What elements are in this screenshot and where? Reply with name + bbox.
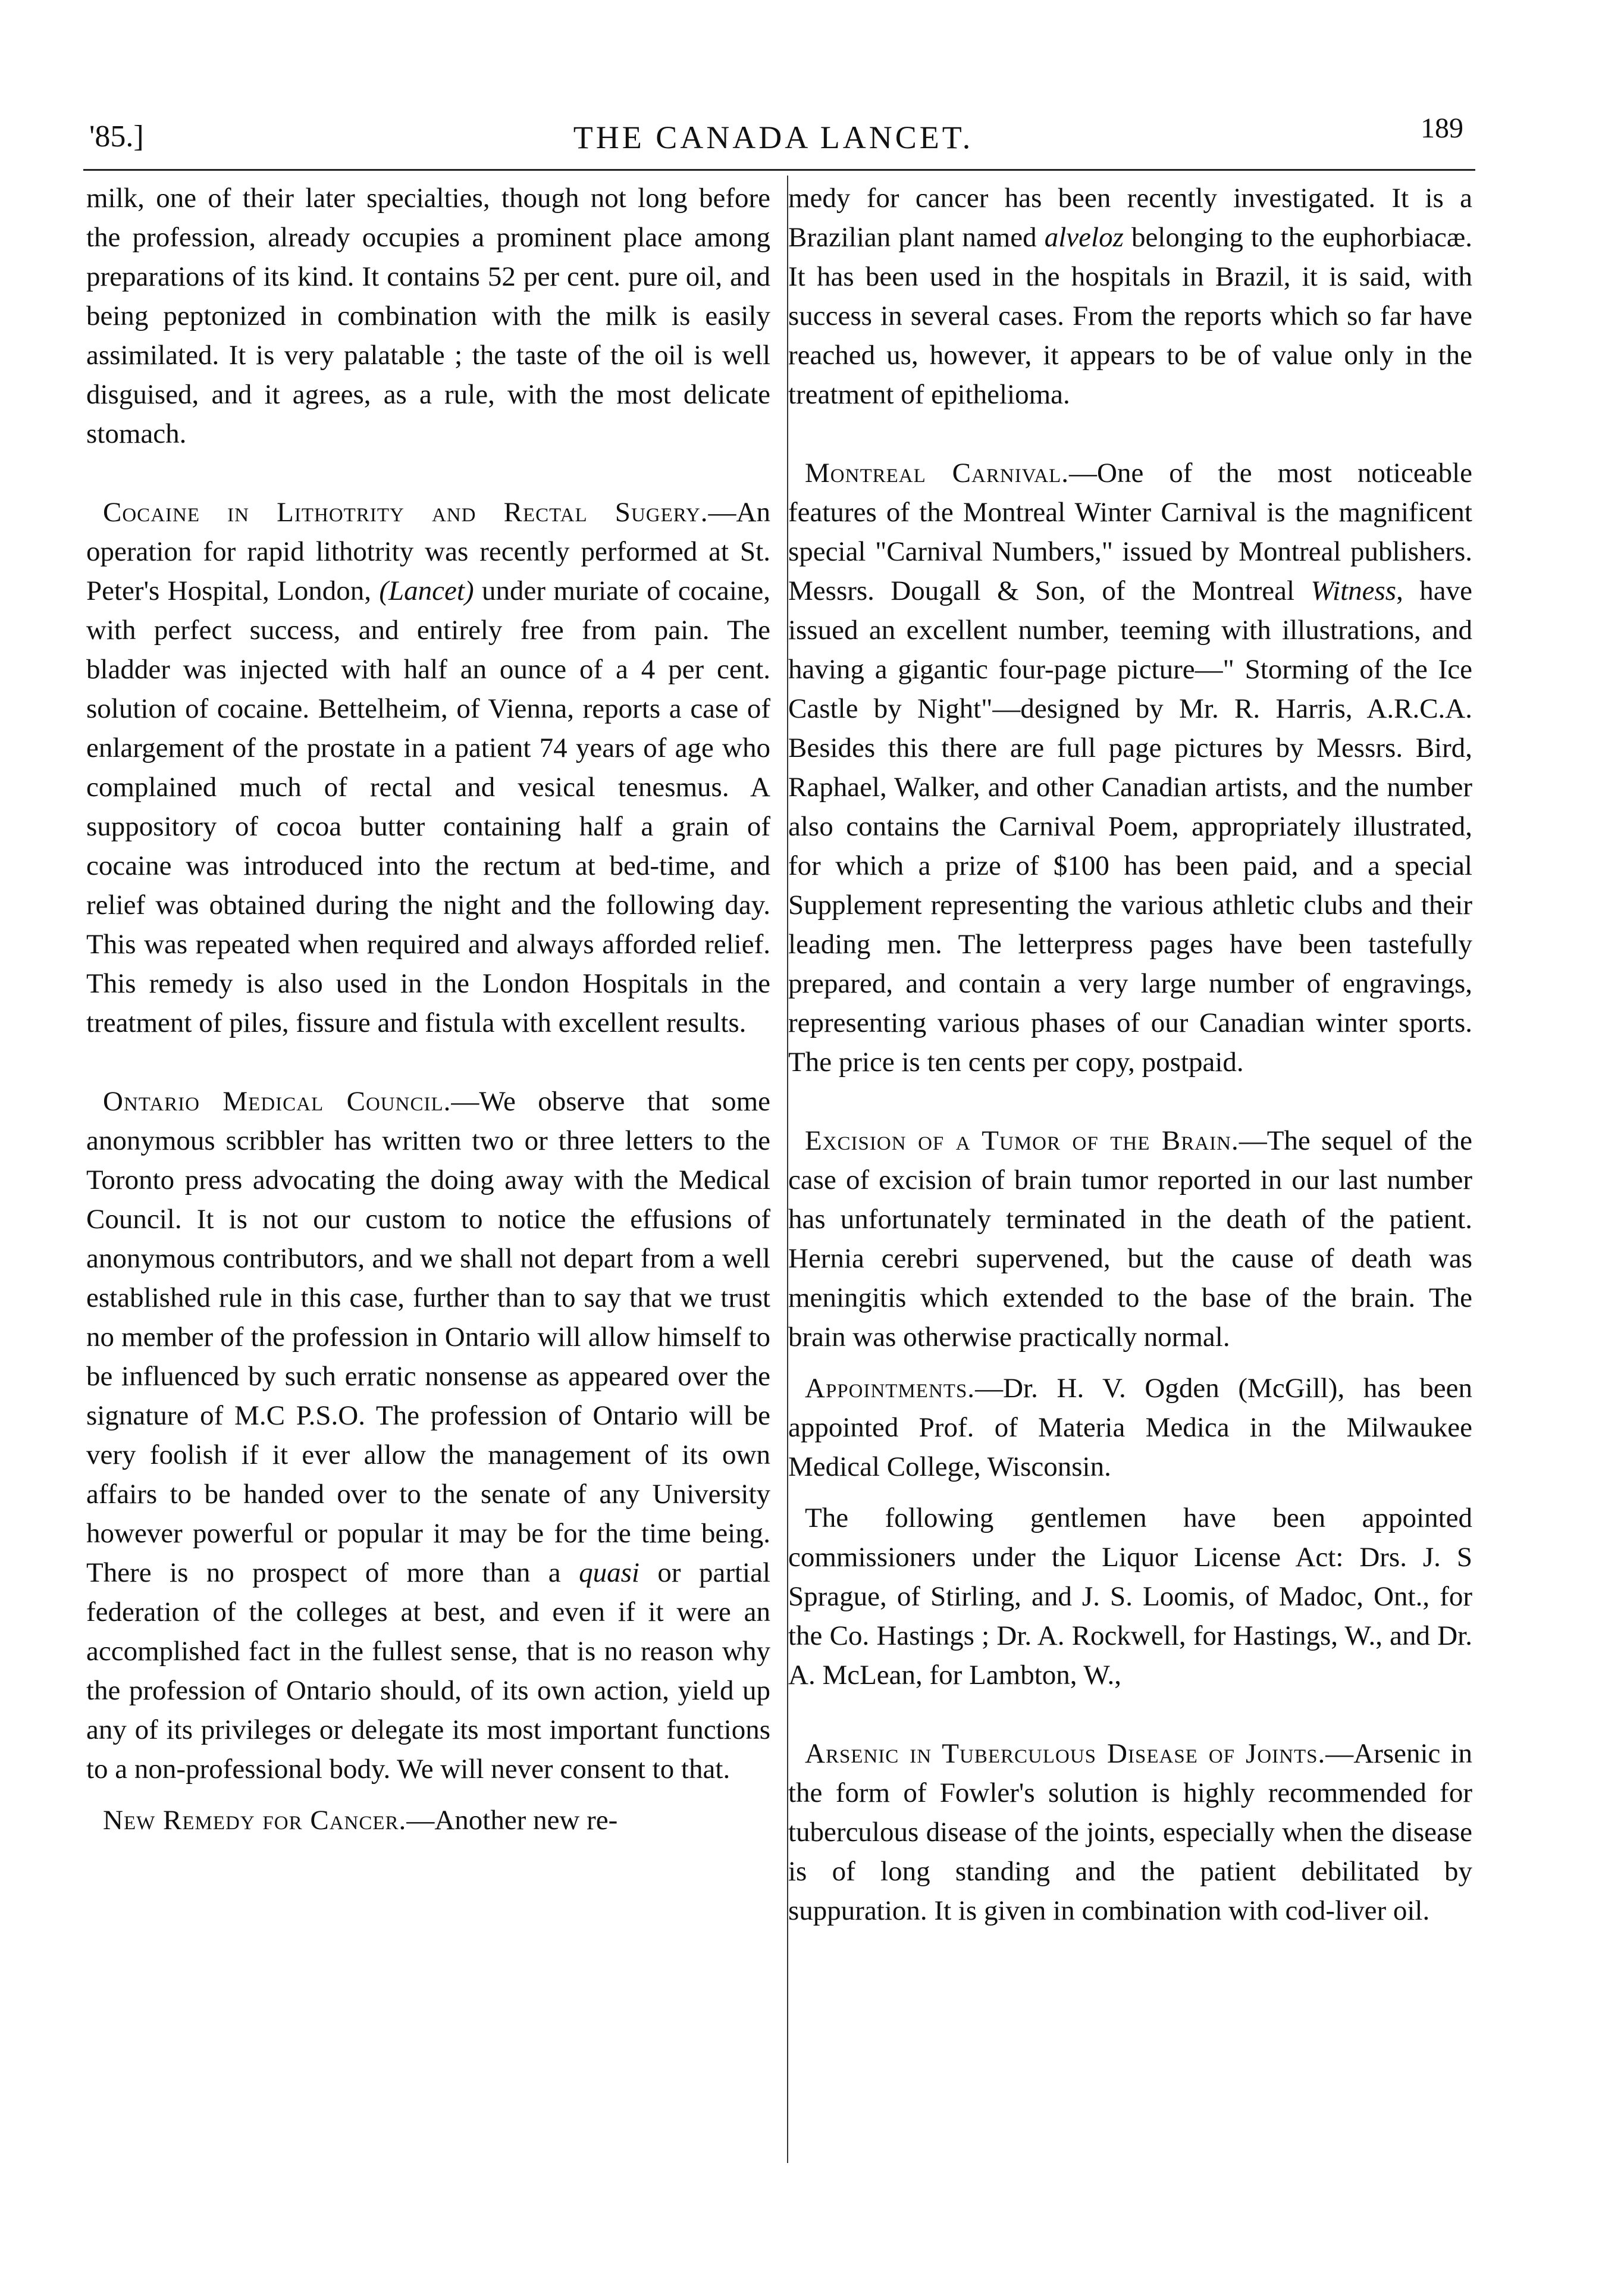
cocaine-text-b: under muriate of cocaine, with perfect success, and entirely free from pain. The bladder was injected with half an ounce of a 4 per cent. solution of cocaine. Bettelheim, of Vienna, reports a case of enlargement of the prostate in a patient 74 years of age who complained much of rectal and vesical tenesmus. A suppository of cocoa butter containing half a grain of cocaine was introduced into the rectum at bed-time, and relief was obtained during the night and the following day. This was repeated when required and always afforded relief. This remedy is also used in the London Hospitals in the treatment of piles, fissure and fistula with excellent results. [86,575,770,1038]
cocaine-text-a: —An operation for rapid lithotrity was recently performed at St. Peter's Hospital, London, [86,497,770,606]
milk-paragraph: milk, one of their later specialties, though not long before the profession, already occupies a prominent place among preparations of its kind. It contains 52 per cent. pure oil, and being peptonized in combination with the milk is easily assimilated. It is very palatable ; the taste of the oil is well disguised, and it agrees, as a rule, with the most delicate stomach. [86,183,770,449]
ontario-italic: quasi [579,1557,639,1588]
remedy-cont-text-b: belonging to the euphorbiacæ. It has been used in the hospitals in Brazil, it is said, with success in several cases. From the reports which so far have reached us, however, it appears to be of value only in the treatment of epithelioma. [788,222,1472,410]
arsenic-article [788,1734,1472,1930]
excision-article [788,1121,1472,1357]
cocaine-article [86,493,770,1043]
volume-year: '85.] [89,120,144,154]
appointments-heading: Appointments. [805,1373,976,1404]
montreal-heading: Montreal Carnival. [805,458,1069,489]
remedy-continuation [788,179,1472,414]
arsenic-heading: Arsenic in Tuberculous Disease of Joints. [805,1738,1326,1769]
right-column [788,179,1472,1930]
cocaine-italic: (Lancet) [379,575,474,606]
appointments-text: —Dr. H. V. Ogden (McGill), has been appointed Prof. of Materia Medica in the Milwaukee Medical College, Wisconsin. [788,1373,1472,1482]
ontario-article [86,1082,770,1789]
ontario-heading: Ontario Medical Council. [103,1086,452,1117]
cocaine-heading: Cocaine in Lithotrity and Rectal Sugery. [103,497,708,528]
remedy-article-start [86,1801,770,1840]
journal-title: THE CANADA LANCET. [573,120,974,155]
appointments-paragraph-2 [788,1498,1472,1695]
ontario-text-b: or partial federation of the colleges at best, and even if it were an accomplished fact in the fullest sense, that is no reason why the profession of Ontario should, of its own action, yield up any of its privileges or delegate its most important functions to a non-professional body. We will never consent to that. [86,1557,771,1785]
excision-heading: Excision of a Tumor of the Brain. [805,1125,1239,1156]
excision-text: —The sequel of the case of excision of brain tumor reported in our last number has unfortunately terminated in the death of the patient. Hernia cerebri supervened, but the cause of death was meningitis which extended to the base of the brain. The brain was otherwise practically normal. [788,1125,1472,1353]
arsenic-text: —Arsenic in the form of Fowler's solution is highly recommended for tuberculous disease of the joints, especially when the disease is of long standing and the patient debilitated by suppuration. It is given in combination with cod-liver oil. [788,1738,1472,1926]
remedy-text: —Another new re- [406,1805,618,1836]
ontario-text-a: —We observe that some anonymous scribbler has written two or three letters to the Toronto press advocating the doing away with the Medical Council. It is not our custom to notice the effusions of anonymous contributors, and we shall not depart from a well established rule in this case, further than to say that we trust no member of the profession in Ontario will allow himself to be influenced by such erratic nonsense as appeared over the signature of M.C P.S.O. The profession of Ontario will be very foolish if it ever allow the management of its own affairs to be handed over to the senate of any University however powerful or popular it may be for the time being. There is no prospect of more than a [86,1086,770,1588]
montreal-article [788,453,1472,1082]
montreal-text-b: , have issued an excellent number, teeming with illustrations, and having a gigantic four-page picture—" Storming of the Ice Castle by Night"—designed by Mr. R. Harris, A.R.C.A. Besides this there are full page pictures by Messrs. Bird, Raphael, Walker, and other Canadian artists, and the number also contains the Carnival Poem, appropriately illustrated, for which a prize of $100 has been paid, and a special Supplement representing the various athletic clubs and their leading men. The letterpress pages have been tastefully prepared, and contain a very large number of engravings, representing various phases of our Canadian winter sports. The price is ten cents per copy, postpaid. [788,575,1472,1078]
remedy-heading: New Remedy for Cancer. [103,1805,407,1836]
header-rule [83,169,1475,171]
montreal-text-a: —One of the most noticeable features of the Montreal Winter Carnival is the magnificent special "Carnival Numbers," issued by Montreal publishers. Messrs. Dougall & Son, of the Montreal [788,458,1472,606]
montreal-italic: Witness [1311,575,1397,606]
remedy-cont-italic: alveloz [1044,222,1124,253]
appointments-article [788,1369,1472,1486]
left-column [86,179,770,1840]
remedy-cont-text-a: medy for cancer has been recently investigated. It is a Brazilian plant named [788,183,1472,253]
page-number: 189 [1421,112,1463,144]
running-header [83,107,1463,161]
appointments-p2-text: The following gentlemen have been appointed commissioners under the Liquor License Act: Drs. J. S Sprague, of Stirling, and J. S. Loomis, of Madoc, Ont., for the Co. Hastings ; Dr. A. Rockwell, for Hastings, W., and Dr. A. McLean, for Lambton, W., [788,1503,1472,1691]
